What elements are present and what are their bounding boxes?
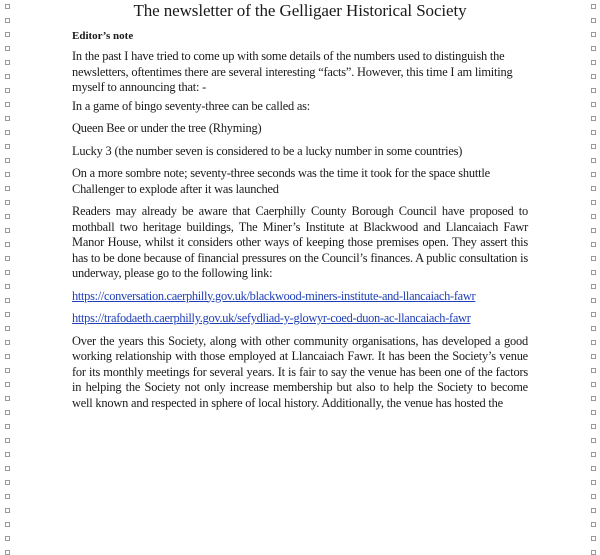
- border-ornament: [5, 242, 10, 247]
- border-ornament: [591, 18, 596, 23]
- border-ornament: [591, 536, 596, 541]
- border-ornament: [5, 354, 10, 359]
- border-ornament: [5, 116, 10, 121]
- border-ornament: [591, 228, 596, 233]
- border-ornament: [591, 452, 596, 457]
- border-ornament: [591, 32, 596, 37]
- border-ornament: [5, 494, 10, 499]
- border-ornament: [5, 368, 10, 373]
- society-paragraph: Over the years this Society, along with other community organisations, has developed a good working relationship with those employed at Llancaiach Fawr. It has been the Society’s venue for its monthly meetings for several years. It is fair to say the venue has been one of the factors in helping the Society not only increase membership but also to help the Society to become well known and respected in sphere of local history. Additionally, the venue has hosted the: [72, 333, 528, 410]
- border-ornament: [591, 340, 596, 345]
- border-ornament: [591, 186, 596, 191]
- border-ornament: [5, 88, 10, 93]
- border-ornament: [5, 298, 10, 303]
- border-ornament: [5, 74, 10, 79]
- border-ornament: [5, 424, 10, 429]
- border-ornament: [5, 186, 10, 191]
- border-ornament: [5, 340, 10, 345]
- border-ornament: [5, 410, 10, 415]
- page-border-right: [590, 0, 596, 400]
- border-ornament: [591, 522, 596, 527]
- lucky-paragraph: Lucky 3 (the number seven is considered to be a lucky number in some countries): [72, 143, 463, 158]
- intro-paragraph: In the past I have tried to come up with some details of the numbers used to distinguish the newsletters, oftentimes there are several interesting “facts”. However, this time I am limiting myself to announcing that: -: [72, 49, 513, 94]
- border-ornament: [5, 452, 10, 457]
- border-ornament: [5, 214, 10, 219]
- welsh-consultation-link-paragraph: [72, 311, 528, 327]
- border-ornament: [5, 536, 10, 541]
- border-ornament: [5, 60, 10, 65]
- editors-note-heading: Editor’s note: [72, 30, 134, 42]
- border-ornament: [5, 326, 10, 331]
- border-ornament: [591, 46, 596, 51]
- border-ornament: [591, 396, 596, 401]
- border-ornament: [5, 130, 10, 135]
- border-ornament: [591, 4, 596, 9]
- border-ornament: [591, 102, 596, 107]
- english-consultation-link-paragraph: [72, 289, 528, 305]
- border-ornament: [5, 550, 10, 555]
- border-ornament: [591, 158, 596, 163]
- border-ornament: [5, 270, 10, 275]
- border-ornament: [591, 424, 596, 429]
- border-ornament: [5, 200, 10, 205]
- border-ornament: [591, 354, 596, 359]
- border-ornament: [5, 228, 10, 233]
- border-ornament: [591, 60, 596, 65]
- border-ornament: [5, 102, 10, 107]
- border-ornament: [591, 256, 596, 261]
- border-ornament: [5, 312, 10, 317]
- border-ornament: [591, 200, 596, 205]
- border-ornament: [591, 144, 596, 149]
- border-ornament: [591, 284, 596, 289]
- border-ornament: [5, 466, 10, 471]
- border-ornament: [591, 368, 596, 373]
- border-ornament: [591, 508, 596, 513]
- document-page: [72, 0, 528, 411]
- border-ornament: [591, 438, 596, 443]
- council-paragraph: Readers may already be aware that Caerphilly County Borough Council have proposed to mothball two heritage buildings, The Miner’s Institute at Blackwood and Llancaiach Fawr Manor House, whilst it considers other ways of keeping those premises open. They assert this has to be done because of financial pressures on the Council’s finances. A public consultation is underway, please go to the following link:: [72, 204, 528, 280]
- border-ornament: [5, 256, 10, 261]
- border-ornament: [591, 312, 596, 317]
- border-ornament: [591, 494, 596, 499]
- border-ornament: [591, 480, 596, 485]
- border-ornament: [591, 270, 596, 275]
- border-ornament: [5, 32, 10, 37]
- border-ornament: [591, 88, 596, 93]
- border-ornament: [5, 522, 10, 527]
- border-ornament: [591, 298, 596, 303]
- border-ornament: [5, 480, 10, 485]
- border-ornament: [591, 214, 596, 219]
- border-ornament: [591, 242, 596, 247]
- border-ornament: [5, 438, 10, 443]
- border-ornament: [591, 172, 596, 177]
- border-ornament: [591, 382, 596, 387]
- challenger-paragraph: On a more sombre note; seventy-three seconds was the time it took for the space shuttle Challenger to explode after it was launched: [72, 166, 490, 196]
- border-ornament: [5, 18, 10, 23]
- border-ornament: [591, 466, 596, 471]
- border-ornament: [591, 326, 596, 331]
- border-ornament: [5, 508, 10, 513]
- bingo-paragraph: In a game of bingo seventy-three can be called as:: [72, 98, 311, 113]
- border-ornament: [5, 46, 10, 51]
- border-ornament: [5, 396, 10, 401]
- queen-bee-paragraph: Queen Bee or under the tree (Rhyming): [72, 121, 262, 135]
- border-ornament: [5, 158, 10, 163]
- border-ornament: [591, 130, 596, 135]
- border-ornament: [5, 144, 10, 149]
- page-border-left: [4, 0, 10, 400]
- welsh-consultation-link[interactable]: https://trafodaeth.caerphilly.gov.uk/sefydliad-y-glowyr-coed-duon-ac-llancaiach-fawr: [72, 311, 471, 325]
- border-ornament: [5, 172, 10, 177]
- border-ornament: [591, 116, 596, 121]
- border-ornament: [5, 4, 10, 9]
- border-ornament: [5, 284, 10, 289]
- border-ornament: [591, 550, 596, 555]
- border-ornament: [591, 410, 596, 415]
- border-ornament: [5, 382, 10, 387]
- border-ornament: [591, 74, 596, 79]
- newsletter-title: The newsletter of the Gelligaer Historical Society: [133, 1, 467, 20]
- english-consultation-link[interactable]: https://conversation.caerphilly.gov.uk/blackwood-miners-institute-and-llancaiach-fawr: [72, 288, 476, 303]
